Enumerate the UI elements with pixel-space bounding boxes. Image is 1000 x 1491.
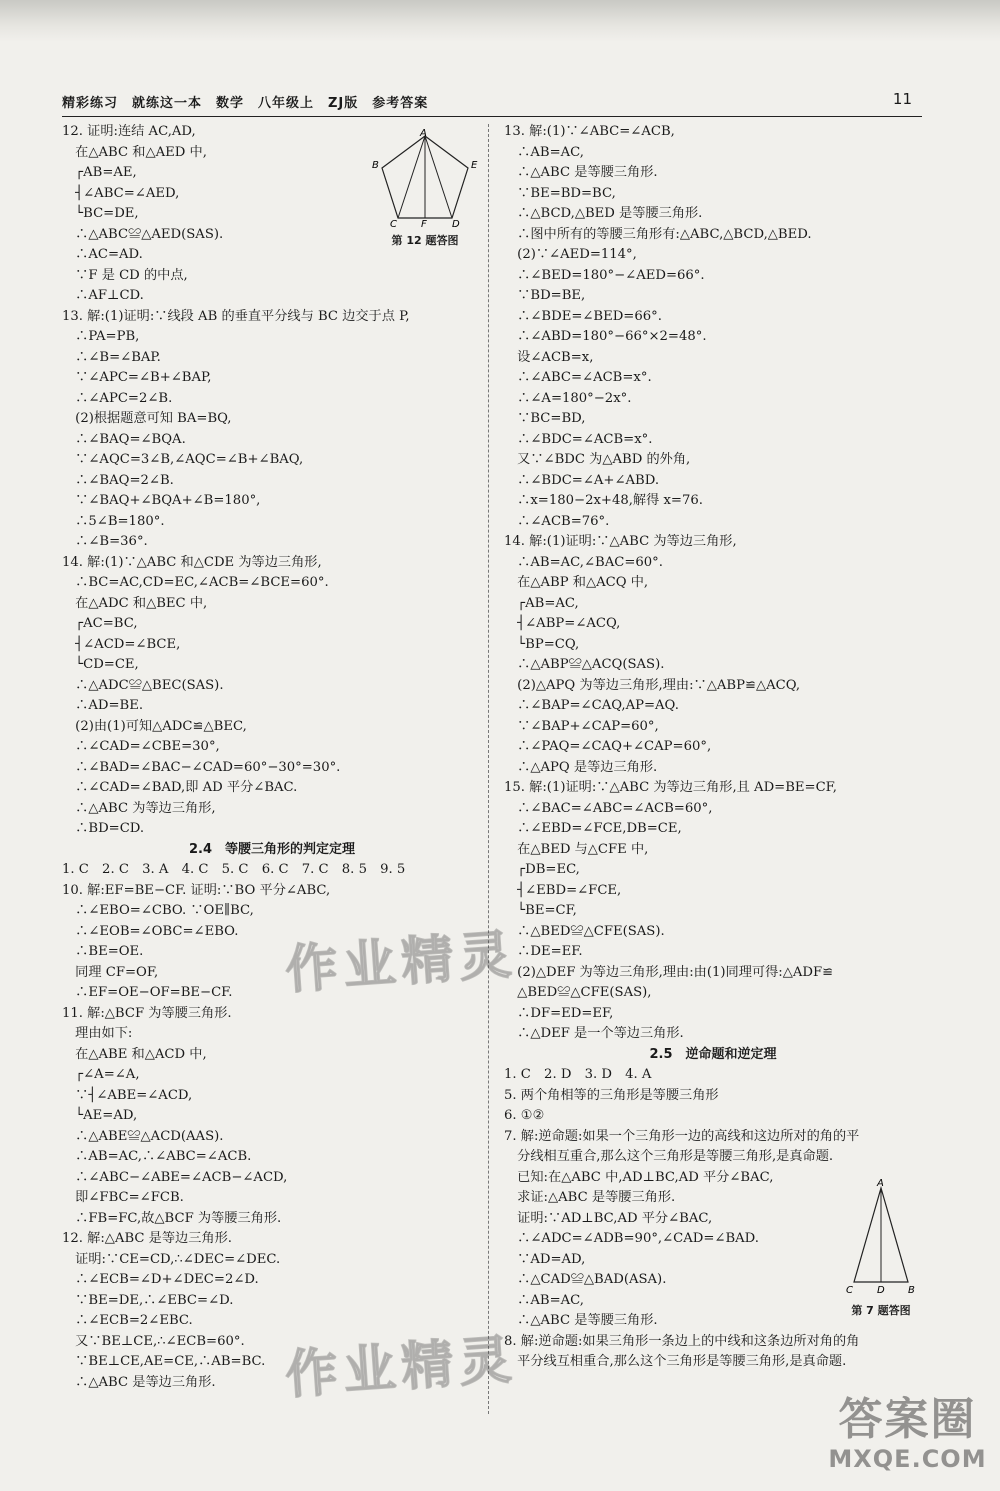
header-title: 精彩练习 就练这一本 数学 八年级上 ZJ版 参考答案 [62,96,429,111]
left-col-line: ∴∠BAD=∠BAC−∠CAD=60°−30°=30°. [62,759,341,775]
right-col-line: ∴∠BDC=∠ACB=x°. [504,431,653,447]
right-col-line: ∴∠BED=180°−∠AED=66°. [504,267,705,283]
left-col-line: 在△ADC 和△BEC 中, [62,595,208,611]
left-col-line: ∴∠EBO=∠CBO. ∵OE∥BC, [62,903,254,918]
left-col-line: ∴∠ECB=2∠EBC. [62,1313,193,1328]
left-col-line: 12. 解:△ABC 是等边三角形. [62,1231,232,1246]
right-col-line: ∴DE=EF. [504,944,583,959]
left-col-line: ∴∠CAD=∠CBE=30°, [62,739,220,754]
left-col-line: 在△ABC 和△AED 中, [62,144,207,160]
right-col-line: ∴△CAD≌△BAD(ASA). [504,1272,667,1287]
left-col-line: ∴∠B=∠BAP. [62,349,161,365]
left-col-line: └CD=CE, [62,657,139,672]
right-col-line: ∴∠PAQ=∠CAQ+∠CAP=60°, [504,739,712,754]
left-col-line: ∵BE=DE,∴∠EBC=∠D. [62,1292,234,1308]
right-col-line: ┌DB=EC, [504,862,580,877]
right-col-line: ∴x=180−2x+48,解得 x=76. [504,493,703,508]
right-col-line: 7. 解:逆命题:如果一个三角形一边的高线和这边所对的角的平 [504,1128,860,1144]
left-col-line: ∴△ABC 是等边三角形. [62,1374,216,1390]
figure-12-caption: 第 12 题答图 [391,234,459,247]
left-col-line: ∵BE⊥CE,AE=CE,∴AB=BC. [62,1354,266,1369]
left-col-line: 理由如下: [62,1026,133,1041]
right-col-line: ∴∠A=180°−2x°. [504,390,632,406]
left-col-line: ∴∠CAD=∠BAD,即 AD 平分∠BAC. [62,780,298,795]
right-col-line: ∴△ABP≌△ACQ(SAS). [504,657,665,672]
right-col-line: ∴∠BAC=∠ABC=∠ACB=60°, [504,800,713,816]
right-col-line: ∴DF=ED=EF, [504,1005,614,1021]
left-col-line: ∵∠BAQ+∠BQA+∠B=180°, [62,493,261,508]
left-col-line: └AE=AD, [62,1108,138,1123]
right-col-line: 又∵∠BDC 为△ABD 的外角, [504,452,691,467]
right-col-line: ∴∠ACB=76°. [504,513,610,529]
right-col-line: ∴△ABC 是等腰三角形. [504,1313,658,1328]
fig7-label-c: C [846,1285,853,1296]
right-col-line: 5. 两个角相等的三角形是等腰三角形 [504,1087,719,1103]
page-number: 11 [892,90,912,108]
figure-7 [836,1178,926,1318]
logo-site: MXQE.COM [828,1445,987,1473]
right-col-line: 已知:在△ABC 中,AD⊥BC,AD 平分∠BAC, [504,1169,774,1185]
fig7-label-b: B [908,1285,915,1296]
left-column [62,122,482,1393]
left-col-line: ∴BD=CD. [62,821,145,836]
pentagon-diagram [370,128,480,228]
left-col-line: ∴∠BAQ=2∠B. [62,472,174,488]
right-col-section-heading: 2.5 逆命题和逆定理 [649,1046,777,1062]
right-col-line: ∴∠BAP=∠CAQ,AP=AQ. [504,698,679,713]
left-col-line: 在△ABE 和△ACD 中, [62,1046,207,1062]
right-col-line: ∴△BCD,△BED 是等腰三角形. [504,206,703,221]
left-col-line: ∴FB=FC,故△BCF 为等腰三角形. [62,1210,282,1226]
right-col-line: ∴△DEF 是一个等边三角形. [504,1026,684,1041]
right-col-line: 分线相互重合,那么这个三角形是等腰三角形,是真命题. [504,1149,834,1164]
left-col-line: ∴△ABE≌△ACD(AAS). [62,1128,224,1144]
left-col-line: 13. 解:(1)证明:∵线段 AB 的垂直平分线与 BC 边交于点 P, [62,308,410,324]
right-col-line: ∴AB=AC, [504,144,584,160]
right-col-line: ∴∠ABD=180°−66°×2=48°. [504,329,707,344]
left-col-line: ∴AC=AD. [62,247,143,262]
left-col-line: 14. 解:(1)∵△ABC 和△CDE 为等边三角形, [62,554,322,570]
left-col-line: ┌AB=AE, [62,165,137,180]
right-col-line: ∴图中所有的等腰三角形有:△ABC,△BCD,△BED. [504,226,812,242]
right-col-line: 设∠ACB=x, [504,349,594,365]
fig7-label-a: A [877,1178,884,1189]
right-col-line: ∵∠BAP+∠CAP=60°, [504,718,659,734]
fig12-label-d: D [452,219,460,228]
right-col-line: 14. 解:(1)证明:∵△ABC 为等边三角形, [504,534,737,549]
left-col-section-heading: 2.4 等腰三角形的判定定理 [188,841,356,857]
right-col-line: 在△ABP 和△ACQ 中, [504,575,649,590]
right-col-line: (2)△APQ 为等边三角形,理由:∵△ABP≌△ACQ, [504,677,801,693]
right-col-line: ∵BE=BD=BC, [504,185,616,201]
left-col-line: ∴∠ECB=∠D+∠DEC=2∠D. [62,1272,259,1287]
watermark-2: 作业精灵 [283,1329,520,1407]
watermark-1: 作业精灵 [283,924,520,1002]
left-col-line: ∴∠EOB=∠OBC=∠EBO. [62,923,239,939]
figure-12 [370,128,480,248]
right-col-line: ∴△APQ 是等边三角形. [504,759,658,775]
right-col-line: ∴∠EBD=∠FCE,DB=CE, [504,821,682,836]
left-col-line: ∴BE=OE. [62,944,144,959]
right-col-line: ∴△ABC 是等腰三角形. [504,165,658,180]
right-col-line: (2)∵∠AED=114°, [504,247,637,262]
left-col-line: ∴AF⊥CD. [62,288,144,303]
left-col-line: ┤∠ABC=∠AED, [62,185,180,201]
fig12-label-c: C [390,219,397,228]
page-header [62,90,922,117]
column-divider [488,124,489,1414]
right-col-line: ┌AB=AC, [504,595,579,611]
left-col-line: 同理 CF=OF, [62,964,159,980]
right-col-line: ∴∠ABC=∠ACB=x°. [504,370,652,385]
left-col-line: 1. C 2. C 3. A 4. C 5. C 6. C 7. C 8. 5 9. 5 [62,862,406,877]
left-col-line: ∴∠ABC−∠ABE=∠ACB−∠ACD, [62,1169,288,1185]
left-col-line: ∵∠AQC=3∠B,∠AQC=∠B+∠BAQ, [62,452,304,467]
left-col-line: ∵F 是 CD 的中点, [62,267,188,283]
left-col-line: ∴∠BAQ=∠BQA. [62,431,186,447]
right-col-line: 8. 解:逆命题:如果三角形一条边上的中线和这条边所对角的角 [504,1333,860,1349]
right-col-line: ∴∠BDE=∠BED=66°. [504,308,662,324]
right-col-line: 13. 解:(1)∵∠ABC=∠ACB, [504,124,675,139]
right-col-line: └BE=CF, [504,903,577,918]
left-col-line: ∵┤∠ABE=∠ACD, [62,1087,193,1103]
left-col-line: 又∵BE⊥CE,∴∠ECB=60°. [62,1333,245,1349]
logo-text: 答案圈 [838,1394,977,1445]
triangle-diagram [836,1178,926,1298]
left-col-line: ∴∠B=36°. [62,534,148,549]
left-col-line: 11. 解:△BCF 为等腰三角形. [62,1005,232,1021]
right-col-line: └BP=CQ, [504,636,580,652]
site-logo [820,1395,995,1485]
right-col-line: (2)△DEF 为等边三角形,理由:由(1)同理可得:△ADF≌ [504,964,834,980]
right-col-line: 平分线互相重合,那么这个三角形是等腰三角形,是真命题. [504,1354,847,1369]
left-col-line: ┌AC=BC, [62,616,138,631]
left-col-line: ∴△ABC 为等边三角形, [62,800,216,816]
left-col-line: ┤∠ACD=∠BCE, [62,636,181,652]
fig12-label-e: E [471,160,478,171]
right-col-line: ∵BD=BE, [504,288,586,303]
left-col-line: ∴AD=BE. [62,698,144,713]
right-col-line: ┤∠ABP=∠ACQ, [504,616,621,631]
right-col-line: ∴∠BDC=∠A+∠ABD. [504,472,660,488]
right-col-line: ∴AB=AC,∠BAC=60°. [504,554,663,570]
left-col-line: 证明:∵CE=CD,∴∠DEC=∠DEC. [62,1251,281,1267]
left-col-line: ∵∠APC=∠B+∠BAP, [62,370,212,385]
left-col-line: ∴∠APC=2∠B. [62,390,173,406]
fig12-label-b: B [372,160,379,171]
left-col-line: 10. 解:EF=BE−CF. 证明:∵BO 平分∠ABC, [62,882,331,898]
left-col-line: ∴△ABC≌△AED(SAS). [62,226,224,242]
left-col-line: (2)由(1)可知△ADC≌△BEC, [62,718,247,734]
figure-7-caption: 第 7 题答图 [851,1304,911,1317]
right-col-line: △BED≌△CFE(SAS), [504,985,652,1000]
left-col-line: (2)根据题意可知 BA=BQ, [62,411,232,426]
fig12-label-a: A [420,128,427,139]
scan-shadow-top [0,0,1000,42]
right-col-line: 求证:△ABC 是等腰三角形. [504,1190,676,1205]
right-col-line: ∴∠ADC=∠ADB=90°,∠CAD=∠BAD. [504,1231,759,1246]
left-col-line: ∴5∠B=180°. [62,513,165,529]
left-col-line: ∴BC=AC,CD=EC,∠ACB=∠BCE=60°. [62,575,329,590]
left-col-line: ∴AB=AC,∴∠ABC=∠ACB. [62,1149,252,1164]
right-col-line: ┤∠EBD=∠FCE, [504,882,622,898]
right-col-line: 证明:∵AD⊥BC,AD 平分∠BAC, [504,1210,713,1226]
left-col-line: └BC=DE, [62,206,139,221]
right-col-line: ∵BC=BD, [504,411,586,426]
fig12-label-f: F [421,219,427,228]
left-col-line: ∴EF=OE−OF=BE−CF. [62,985,233,1000]
left-col-line: ┌∠A=∠A, [62,1067,140,1082]
right-col-line: 15. 解:(1)证明:∵△ABC 为等边三角形,且 AD=BE=CF, [504,780,837,795]
right-col-line: 6. ①② [504,1108,545,1123]
right-col-line: ∴AB=AC, [504,1292,584,1308]
left-col-line: 12. 证明:连结 AC,AD, [62,124,196,139]
fig7-label-d: D [877,1285,885,1296]
right-col-line: ∵AD=AD, [504,1251,586,1267]
right-col-line: ∴△BED≌△CFE(SAS). [504,923,665,939]
right-col-line: 1. C 2. D 3. D 4. A [504,1067,652,1082]
left-col-line: 即∠FBC=∠FCB. [62,1190,184,1205]
left-col-line: ∴PA=PB, [62,329,140,344]
left-col-line: ∴△ADC≌△BEC(SAS). [62,677,224,693]
right-col-line: 在△BED 与△CFE 中, [504,841,649,857]
